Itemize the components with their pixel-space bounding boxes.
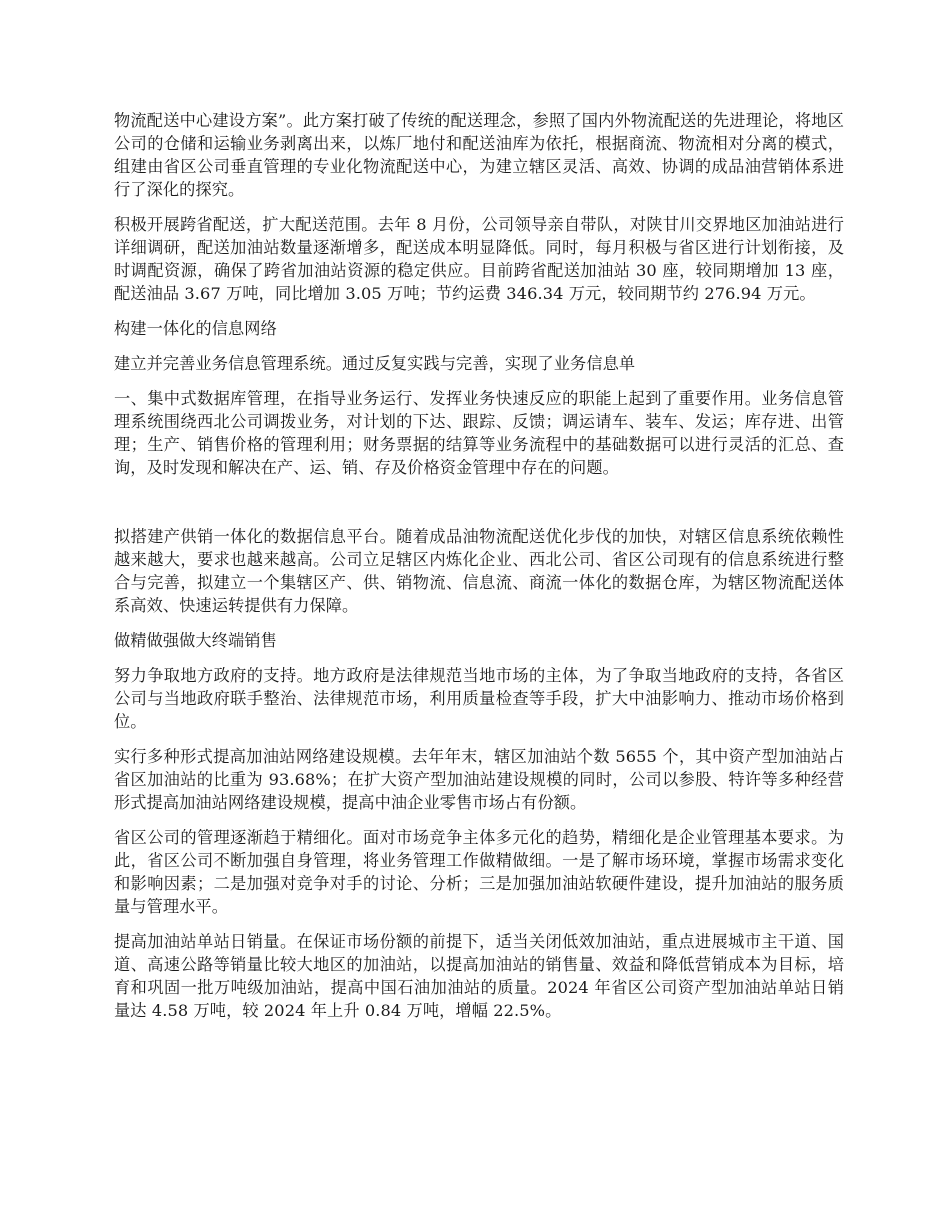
paragraph-info-system: 建立并完善业务信息管理系统。通过反复实践与完善，实现了业务信息单 [114,354,636,373]
paragraph-government-support: 努力争取地方政府的支持。地方政府是法律规范当地市场的主体，为了争取当地政府的支持，各省区公司与当地政府联手整治、法律规范市场，利用质量检查等手段，扩大中油影响力、推动市场价格到位。 [114,666,844,731]
paragraph-centralized-database: 一、集中式数据库管理，在指导业务运行、发挥业务快速反应的职能上起到了重要作用。业务信息管理系统围绕西北公司调拨业务，对计划的下达、跟踪、反馈；调运请车、装车、发运；库存进、出管理；生产、销售价格的管理利用；财务票据的结算等业务流程中的基础数据可以进行灵活的汇总、查询，及时发现和解决在产、运、销、存及价格资金管理中存在的问题。 [114,389,844,477]
paragraph-station-network: 实行多种形式提高加油站网络建设规模。去年年末，辖区加油站个数 5655 个，其中资产型加油站占省区加油站的比重为 93.68%；在扩大资产型加油站建设规模的同时，公司以参股、特许等多种经营形式提高加油站网络建设规模，提高中油企业零售市场占有份额。 [114,747,844,812]
paragraph-data-platform: 拟搭建产供销一体化的数据信息平台。随着成品油物流配送优化步伐的加快，对辖区信息系统依赖性越来越大，要求也越来越高。公司立足辖区内炼化企业、西北公司、省区公司现有的信息系统进行整合与完善，拟建立一个集辖区产、供、销物流、信息流、商流一体化的数据仓库，为辖区物流配送体系高效、快速运转提供有力保障。 [114,527,844,615]
section-heading-info-network: 构建一体化的信息网络 [114,319,277,338]
paragraph-cross-province-delivery: 积极开展跨省配送，扩大配送范围。去年 8 月份，公司领导亲自带队，对陕甘川交界地区加油站进行详细调研，配送加油站数量逐渐增多，配送成本明显降低。同时，每月积极与省区进行计划衔接，及时调配资源，确保了跨省加油站资源的稳定供应。目前跨省配送加油站 30 座，较同期增加 13 座，配送油品 3.67 万吨，同比增加 3.05 万吨；节约运费 346.34 万元，较同期节约 276.94 万元。 [114,215,844,303]
paragraph-logistics-plan: 物流配送中心建设方案”。此方案打破了传统的配送理念，参照了国内外物流配送的先进理论，将地区公司的仓储和运输业务剥离出来，以炼厂地付和配送油库为依托，根据商流、物流相对分离的模式，组建由省区公司垂直管理的专业化物流配送中心，为建立辖区灵活、高效、协调的成品油营销体系进行了深化的探究。 [114,111,844,199]
blank-gap [114,491,844,525]
document-page [114,109,844,1034]
paragraph-refined-management: 省区公司的管理逐渐趋于精细化。面对市场竞争主体多元化的趋势，精细化是企业管理基本要求。为此，省区公司不断加强自身管理，将业务管理工作做精做细。一是了解市场环境，掌握市场需求变化和影响因素；二是加强对竞争对手的讨论、分析；三是加强加油站软硬件建设，提升加油站的服务质量与管理水平。 [114,828,844,916]
section-heading-terminal-sales: 做精做强做大终端销售 [114,631,277,650]
paragraph-daily-sales: 提高加油站单站日销量。在保证市场份额的前提下，适当关闭低效加油站，重点进展城市主干道、国道、高速公路等销量比较大地区的加油站，以提高加油站的销售量、效益和降低营销成本为目标，培育和巩固一批万吨级加油站，提高中国石油加油站的质量。2024 年省区公司资产型加油站单站日销量达 4.58 万吨，较 2024 年上升 0.84 万吨，增幅 22.5%。 [114,932,844,1020]
